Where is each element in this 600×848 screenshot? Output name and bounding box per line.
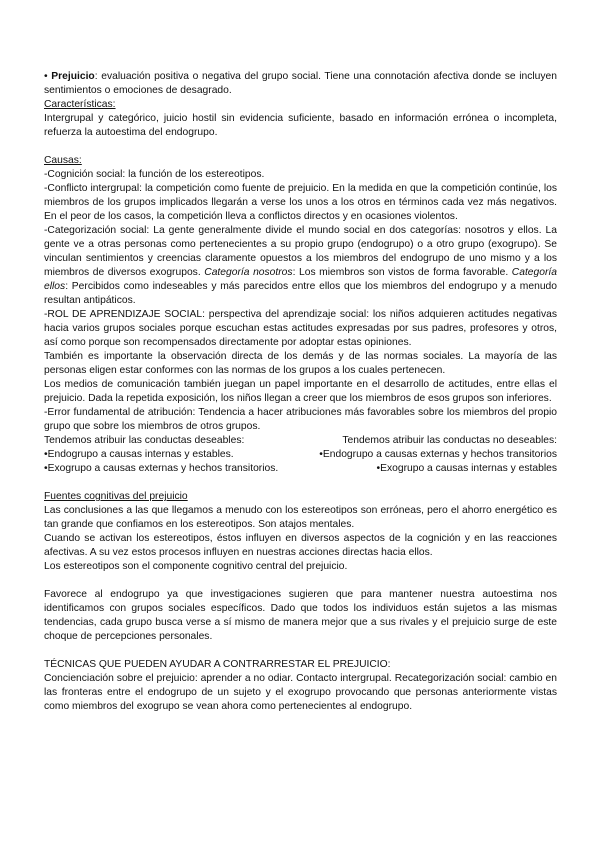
atribucion-row	[44, 448, 557, 462]
bullet: •	[44, 71, 52, 82]
prejuicio-term: Prejuicio	[51, 71, 95, 82]
causa-conflicto: -Conflicto intergrupal: la competición como fuente de prejuicio. En la medida en que la competición continúe, los miembros de los grupos implicados llegarán a verse los unos a los otros en términos cada vez más negativos. En el peor de los casos, la competición lleva a conflictos directos y en ocasiones violentos.	[44, 183, 557, 222]
categoria-ellos: Categoría ellos	[44, 267, 558, 292]
prejuicio-definition-text: : evaluación positiva o negativa del grupo social. Tiene una connotación afectiva donde se incluyen sentimientos o emociones de desagrado.	[44, 71, 558, 96]
atribucion-no-deseables-endogrupo: •Endogrupo a causas externas y hechos transitorios	[319, 449, 557, 460]
spacer	[44, 476, 557, 490]
causa-aprendizaje: -ROL DE APRENDIZAJE SOCIAL: perspectiva del aprendizaje social: los niños adquieren actitudes negativas hacia varios grupos sociales porque escuchan estas actitudes expresadas por sus padres, profesores y otros, así como porque son recompensados directamente por adoptar estas opiniones.	[44, 309, 557, 348]
atribucion-deseables-endogrupo: •Endogrupo a causas internas y estables.	[44, 449, 234, 460]
prejuicio-definition	[44, 70, 557, 98]
spacer	[44, 574, 557, 588]
atribucion-no-deseables-heading: Tendemos atribuir las conductas no deseables:	[342, 435, 557, 446]
atribucion-deseables-heading: Tendemos atribuir las conductas deseables:	[44, 435, 245, 446]
causa-cognicion: -Cognición social: la función de los estereotipos.	[44, 169, 265, 180]
spacer	[44, 140, 557, 154]
spacer	[44, 644, 557, 658]
tecnicas-heading: TÉCNICAS QUE PUEDEN AYUDAR A CONTRARRESTAR EL PREJUICIO:	[44, 659, 391, 670]
categorizacion-text-a: -Categorización social: La gente generalmente divide el mundo social en dos categorías: nosotros y ellos. La gente ve a otras personas como pertenecientes a su propio grupo (endogrupo) o a otro grupo (exogrupo). Se vinculan sentimientos y creencias claramente opuestos a los miembros del endogrupo de uno mismo y a los miembros de diversos exogrupos.	[44, 225, 557, 278]
atribucion-row	[44, 434, 557, 448]
document-body	[44, 70, 557, 714]
categorizacion-text-c: : Percibidos como indeseables y más parecidos entre ellos que los miembros del endogrupo y a menudo resultan antipáticos.	[44, 281, 557, 306]
fuentes-paragraph-2: Cuando se activan los estereotipos, éstos influyen en diversos aspectos de la cognición y en las reacciones afectivas. A su vez estos procesos influyen en nuestras acciones directas hacia ellos.	[44, 533, 557, 558]
categorizacion-text-b: : Los miembros son vistos de forma favorable.	[292, 267, 512, 278]
causa-medios: Los medios de comunicación también juegan un papel importante en el desarrollo de actitudes, entre ellas el prejuicio. Dada la repetida exposición, los niños llegan a creer que los miembros de esos grupos son inferiores.	[44, 379, 557, 404]
atribucion-row	[44, 462, 557, 476]
caracteristicas-heading: Características:	[44, 99, 116, 110]
caracteristicas-text: Intergrupal y categórico, juicio hostil sin evidencia suficiente, basado en información errónea o incompleta, refuerza la autoestima del endogrupo.	[44, 113, 557, 138]
causa-categorizacion	[44, 224, 557, 308]
fuentes-paragraph-3: Los estereotipos son el componente cognitivo central del prejuicio.	[44, 561, 348, 572]
fuentes-heading: Fuentes cognitivas del prejuicio	[44, 491, 188, 502]
atribucion-deseables-exogrupo: •Exogrupo a causas externas y hechos transitorios.	[44, 463, 279, 474]
tecnicas-text: Concienciación sobre el prejuicio: aprender a no odiar. Contacto intergrupal. Recategorización social: cambio en las fronteras entre el endogrupo de un sujeto y el exogrupo provocando que personas anteriormente vistas como miembros del exogrupo se vean ahora como pertenecientes al endogrupo.	[44, 673, 557, 712]
fuentes-paragraph-1: Las conclusiones a las que llegamos a menudo con los estereotipos son erróneas, pero el ahorro energético es tan grande que confiamos en los estereotipos. Son atajos mentales.	[44, 505, 557, 530]
causa-error-atribucion: -Error fundamental de atribución: Tendencia a hacer atribuciones más favorables sobre los miembros del propio grupo que sobre los miembros de otros grupos.	[44, 407, 557, 432]
atribucion-no-deseables-exogrupo: •Exogrupo a causas internas y estables	[376, 463, 557, 474]
causa-observacion: También es importante la observación directa de los demás y de las normas sociales. La mayoría de las personas eligen estar conformes con las normas de los grupos a los cuales pertenecen.	[44, 351, 557, 376]
favorece-paragraph: Favorece al endogrupo ya que investigaciones sugieren que para mantener nuestra autoestima nos identificamos con grupos sociales específicos. Dado que todos los individuos están sujetos a las mismas tendencias, cada grupo busca verse a sí mismo de manera mejor que a sus rivales y el prejuicio surge de este choque de percepciones personales.	[44, 589, 557, 642]
causas-heading: Causas:	[44, 155, 82, 166]
categoria-nosotros: Categoría nosotros	[204, 267, 293, 278]
